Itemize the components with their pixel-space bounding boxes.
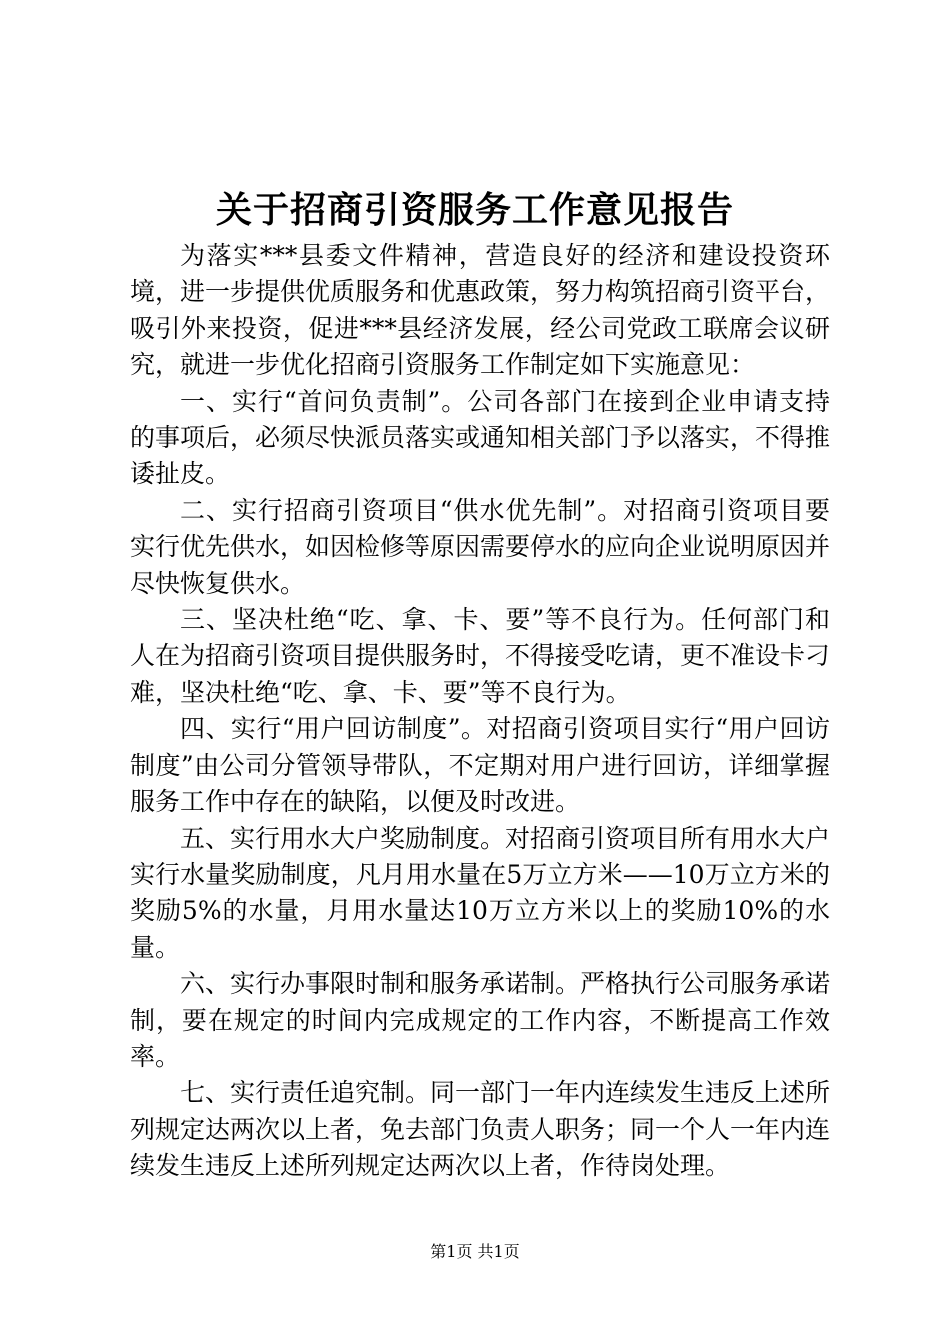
page-footer: 第1页 共1页	[430, 1242, 520, 1261]
paragraph-item-2: 二、实行招商引资项目“供水优先制”。对招商引资项目要实行优先供水，如因检修等原因需要停水的应向企业说明原因并尽快恢复供水。	[130, 495, 831, 598]
paragraph-item-7: 七、实行责任追究制。同一部门一年内连续发生违反上述所列规定达两次以上者，免去部门负责人职务；同一个人一年内连续发生违反上述所列规定达两次以上者，作待岗处理。	[130, 1078, 831, 1181]
paragraph-item-6: 六、实行办事限时制和服务承诺制。严格执行公司服务承诺制，要在规定的时间内完成规定的工作内容，不断提高工作效率。	[130, 969, 831, 1071]
document-body	[130, 238, 830, 1185]
paragraph-item-1: 一、实行“首问负责制”。公司各部门在接到企业申请支持的事项后，必须尽快派员落实或通知相关部门予以落实，不得推诿扯皮。	[130, 386, 831, 489]
paragraph-item-3: 三、坚决杜绝“吃、拿、卡、要”等不良行为。任何部门和人在为招商引资项目提供服务时，不得接受吃请，更不准设卡刁难，坚决杜绝“吃、拿、卡、要”等不良行为。	[130, 605, 831, 707]
document-title: 关于招商引资服务工作意见报告	[215, 189, 734, 231]
paragraph-item-4: 四、实行“用户回访制度”。对招商引资项目实行“用户回访制度”由公司分管领导带队，不定期对用户进行回访，详细掌握服务工作中存在的缺陷，以便及时改进。	[130, 714, 830, 817]
paragraph-item-5: 五、实行用水大户奖励制度。对招商引资项目所有用水大户实行水量奖励制度，凡月用水量在5万立方米——10万立方米的奖励5%的水量，月用水量达10万立方米以上的奖励10%的水量。	[130, 823, 831, 962]
paragraph-intro: 为落实***县委文件精神，营造良好的经济和建设投资环境，进一步提供优质服务和优惠政策，努力构筑招商引资平台，吸引外来投资，促进***县经济发展，经公司党政工联席会议研究，就进一步优化招商引资服务工作制定如下实施意见：	[130, 241, 831, 380]
